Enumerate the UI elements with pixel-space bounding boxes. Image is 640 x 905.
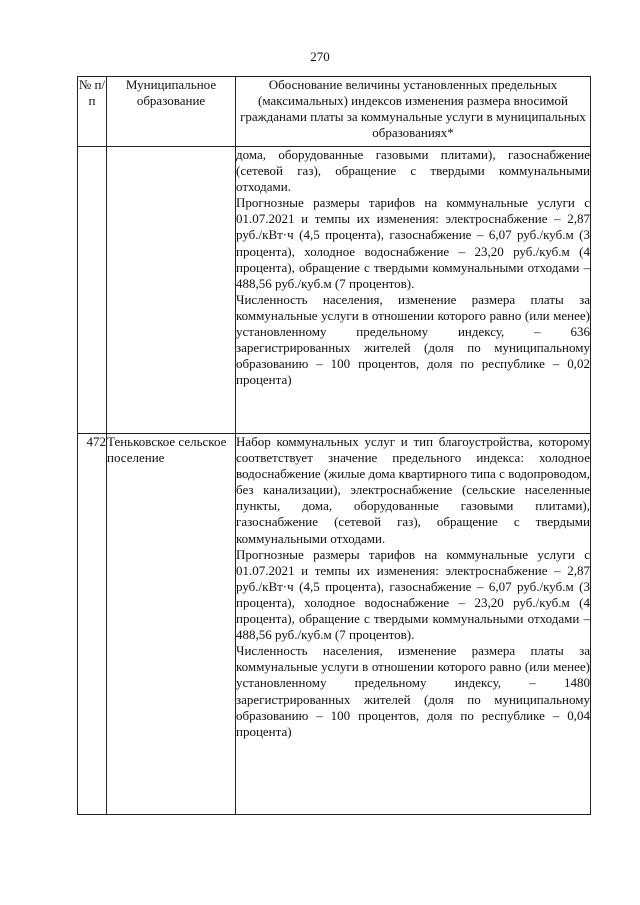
table-header-row xyxy=(78,77,591,147)
table-row xyxy=(78,147,591,434)
row-2-paragraph-3: Численность населения, изменение размера платы за коммунальные услуги в отношении которого равно (или менее) установленному предельному индексу, – 1480 зарегистрированных жителей (доля по муниципальному образованию – 100 процентов, доля по республике – 0,04 процента) xyxy=(236,643,590,739)
row-1-paragraph-1: дома, оборудованные газовыми плитами), газоснабжение (сетевой газ), обращение с твердыми коммунальными отходами. xyxy=(236,147,590,195)
indices-table xyxy=(77,76,591,815)
page-number: 270 xyxy=(310,49,330,64)
header-num: № п/п xyxy=(78,77,107,147)
row-2-municipality: Теньковское сельское поселение xyxy=(107,434,236,815)
row-1-justification xyxy=(236,147,591,434)
row-2-justification xyxy=(236,434,591,815)
row-2-paragraph-2: Прогнозные размеры тарифов на коммунальные услуги с 01.07.2021 и темпы их изменения: электроснабжение – 2,87 руб./кВт·ч (4,5 процента), газоснабжение – 6,07 руб./куб.м (3 процента), холодное водоснабжение – 23,20 руб./куб.м (4 процента), обращение с твердыми коммунальными отходами – 488,56 руб./куб.м (7 процентов). xyxy=(236,546,590,643)
row-2-num: 472 xyxy=(78,434,107,815)
header-municipality: Муниципальное образование xyxy=(107,77,236,147)
header-justification: Обоснование величины установленных предельных (максимальных) индексов изменения размера вносимой гражданами платы за коммунальные услуги в муниципальных образованиях* xyxy=(236,77,591,147)
row-1-paragraph-3: Численность населения, изменение размера платы за коммунальные услуги в отношении которого равно (или менее) установленному предельному индексу, – 636 зарегистрированных жителей (доля по муниципальному образованию – 100 процентов, доля по республике – 0,02 процента) xyxy=(236,291,590,388)
row-1-municipality xyxy=(107,147,236,434)
row-2-paragraph-1: Набор коммунальных услуг и тип благоустройства, которому соответствует значение предельного индекса: холодное водоснабжение (жилые дома квартирного типа с водопроводом, без канализации), электроснабжение (сельские населенные пункты, дома, оборудованные газовыми плитами), газоснабжение (сетевой газ), обращение с твердыми коммунальными отходами. xyxy=(236,434,590,546)
row-1-num xyxy=(78,147,107,434)
row-1-paragraph-2: Прогнозные размеры тарифов на коммунальные услуги с 01.07.2021 и темпы их изменения: электроснабжение – 2,87 руб./кВт·ч (4,5 процента), газоснабжение – 6,07 руб./куб.м (3 процента), холодное водоснабжение – 23,20 руб./куб.м (4 процента), обращение с твердыми коммунальными отходами – 488,56 руб./куб.м (7 процентов). xyxy=(236,195,590,291)
table-row xyxy=(78,434,591,815)
